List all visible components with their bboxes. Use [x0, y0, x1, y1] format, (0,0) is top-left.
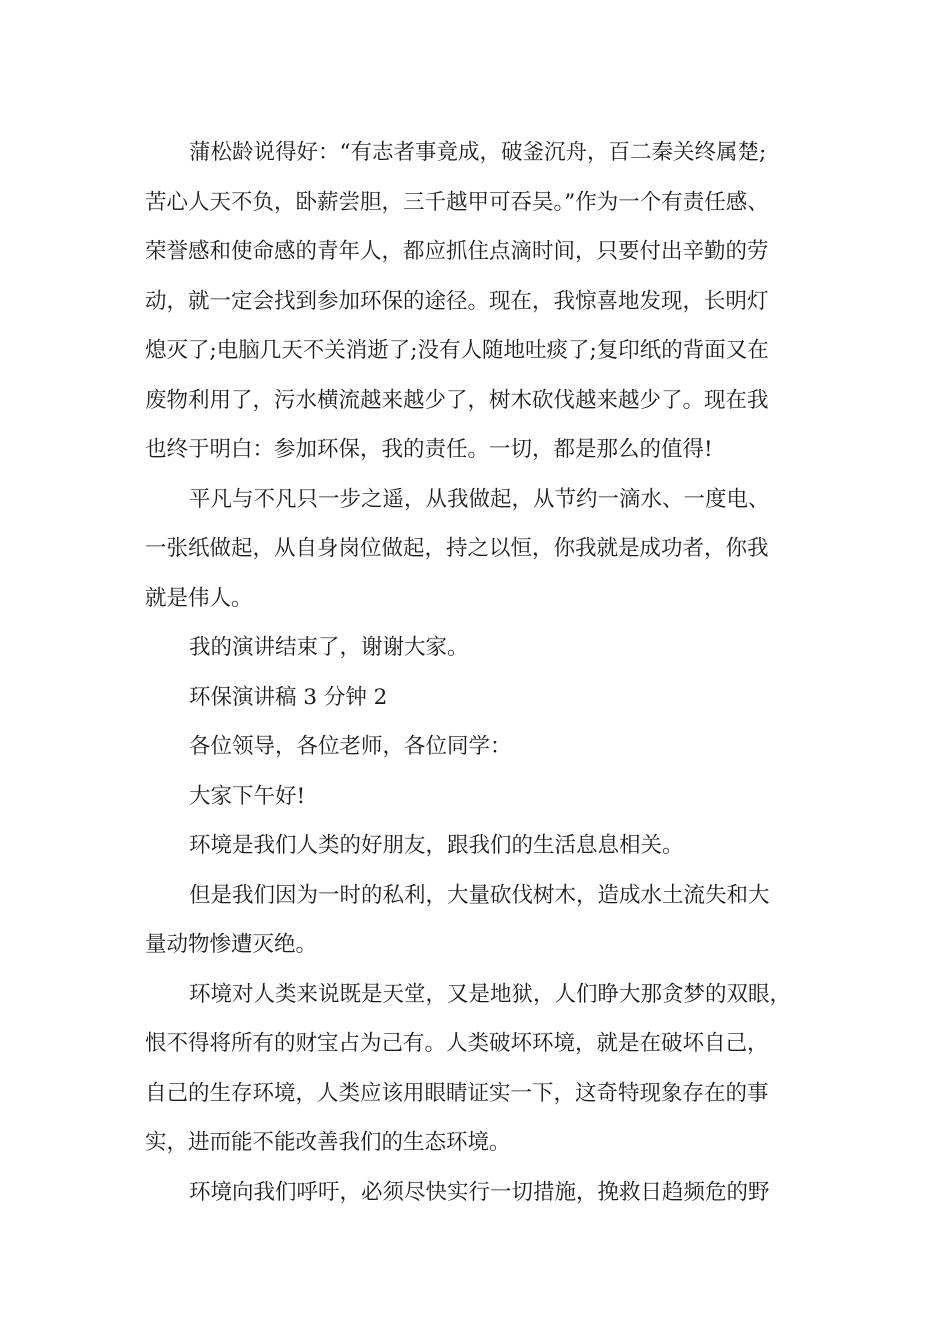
text-line: 动，就一定会找到参加环保的途径。现在，我惊喜地发现，长明灯 — [145, 288, 769, 314]
text-line: 量动物惨遭灭绝。 — [145, 932, 318, 957]
text-line: 蒲松龄说得好：“有志者事竟成，破釜沉舟，百二秦关终属楚; — [189, 140, 767, 165]
text-line: 环境向我们呼吁，必须尽快实行一切措施，挽救日趋频危的野 — [189, 1179, 770, 1205]
text-line: 恨不得将所有的财宝占为己有。人类破坏环境，就是在破坏自己， — [145, 1031, 769, 1056]
text-line: 但是我们因为一时的私利，大量砍伐树木，造成水土流失和大 — [189, 882, 770, 908]
section-heading: 环保演讲稿 3 分钟 2 — [189, 684, 388, 710]
text-line: 荣誉感和使命感的青年人，都应抓住点滴时间，只要付出辛勤的劳 — [145, 239, 769, 264]
text-line: 一张纸做起，从自身岗位做起，持之以恒，你我就是成功者，你我 — [145, 536, 769, 561]
text-line: 苦心人天不负，卧薪尝胆，三千越甲可吞吴。”作为一个有责任感、 — [145, 189, 769, 215]
text-line: 自己的生存环境，人类应该用眼睛证实一下，这奇特现象存在的事 — [145, 1080, 769, 1106]
salutation: 各位领导，各位老师，各位同学： — [189, 734, 512, 759]
document-body — [145, 128, 835, 1217]
text-line: 也终于明白：参加环保，我的责任。一切，都是那么的值得! — [145, 437, 713, 462]
text-line: 我的演讲结束了，谢谢大家。 — [189, 635, 469, 660]
text-line: 就是伟人。 — [145, 585, 253, 611]
text-line: 环境对人类来说既是天堂，又是地狱，人们睁大那贪梦的双眼， — [189, 981, 792, 1007]
text-line: 平凡与不凡只一步之遥，从我做起，从节约一滴水、一度电、 — [189, 486, 770, 512]
greeting: 大家下午好! — [189, 783, 306, 809]
text-line: 熄灭了;电脑几天不关消逝了;没有人随地吐痰了;复印纸的背面又在 — [145, 338, 769, 363]
text-line: 实，进而能不能改善我们的生态环境。 — [145, 1130, 511, 1155]
text-line: 废物利用了，污水横流越来越少了，树木砍伐越来越少了。现在我 — [145, 387, 769, 413]
text-line: 环境是我们人类的好朋友，跟我们的生活息息相关。 — [189, 833, 684, 858]
